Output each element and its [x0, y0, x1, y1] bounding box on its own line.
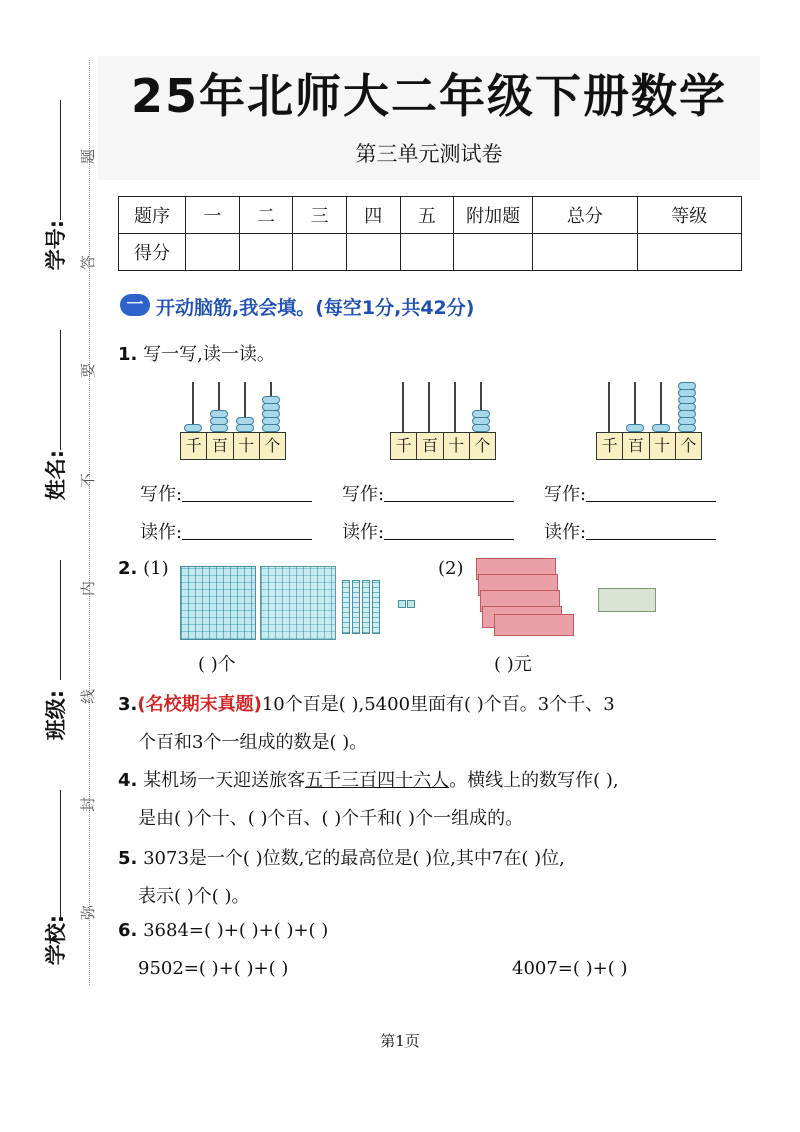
part-label: (2)	[438, 558, 464, 579]
underlined-number-words: 五千三百四十六人	[305, 770, 450, 791]
seal-char: 内	[79, 580, 98, 597]
abacus-bead	[678, 396, 696, 404]
answer-text[interactable]: ( )元	[494, 654, 532, 675]
abacus-bead	[236, 417, 254, 425]
abacus-bead	[262, 396, 280, 404]
place-label: 百	[417, 433, 443, 459]
question-text: 3684=( )+( )+( )+( )	[143, 920, 329, 941]
read-label: 读作:	[342, 522, 385, 543]
write-row	[544, 480, 716, 506]
question-text: 3073是一个( )位数,它的最高位是( )位,其中7在( )位,	[143, 848, 565, 869]
write-label: 写作:	[342, 484, 385, 505]
name-label: 姓名:	[44, 449, 69, 501]
place-label: 个	[264, 436, 281, 455]
school-label: 学校:	[44, 914, 69, 966]
section-badge: 一	[120, 294, 150, 316]
abacus-bead	[262, 417, 280, 425]
table-cell: 得分	[119, 234, 186, 271]
score-input-cell[interactable]	[293, 234, 347, 271]
score-table-header-row	[119, 197, 742, 234]
section-title: 开动脑筋,我会填。(每空1分,共42分)	[156, 297, 475, 319]
score-input-cell[interactable]	[346, 234, 400, 271]
abacus-bead	[678, 403, 696, 411]
score-input-cell[interactable]	[186, 234, 240, 271]
question-number: 5.	[118, 848, 138, 869]
page-number: 第1页	[380, 1032, 420, 1050]
abacus-place-labels	[180, 432, 286, 460]
ten-stick	[342, 580, 350, 634]
abacus-bead	[678, 382, 696, 390]
question-text: 某机场一天迎送旅客	[143, 770, 306, 791]
abacus-bead	[652, 424, 670, 432]
score-input-cell[interactable]	[533, 234, 637, 271]
question-text: 表示( )个( )。	[138, 886, 250, 907]
answer-blank[interactable]	[586, 523, 716, 540]
name-line	[60, 330, 61, 450]
abacus-bead	[472, 410, 490, 418]
question-text: 10个百是( ),5400里面有( )个百。3个千、3	[261, 694, 615, 715]
place-label: 千	[391, 433, 417, 459]
abacus-bead	[210, 410, 228, 418]
write-label: 写作:	[140, 484, 183, 505]
seal-char: 不	[79, 472, 98, 489]
write-row	[342, 480, 514, 506]
answer-line	[494, 650, 532, 676]
page-subtitle: 第三单元测试卷	[355, 142, 503, 166]
school-line	[60, 790, 61, 920]
abacus-bead	[472, 417, 490, 425]
place-label: 个	[680, 436, 697, 455]
seal-char: 答	[79, 254, 98, 271]
abacus-place-labels	[390, 432, 496, 460]
write-label: 写作:	[544, 484, 587, 505]
exam-tag: (名校期末真题)	[137, 694, 262, 715]
hundred-yuan-note	[494, 614, 574, 636]
abacus-bead	[236, 424, 254, 432]
question-text: 个百和3个一组成的数是( )。	[138, 732, 368, 753]
hundred-flats	[260, 566, 336, 640]
student-id-label: 学号:	[44, 219, 69, 271]
abacus-bead	[678, 389, 696, 397]
table-cell: 二	[239, 197, 293, 234]
class-label: 班级:	[44, 689, 69, 741]
question-number: 4.	[118, 770, 138, 791]
place-label: 十	[650, 433, 676, 459]
abacus-bead	[678, 417, 696, 425]
abacus-place-labels	[596, 432, 702, 460]
question-text: 是由( )个十、( )个百、( )个千和( )个一组成的。	[138, 808, 524, 829]
seal-char: 线	[79, 688, 98, 705]
answer-blank[interactable]	[182, 485, 312, 502]
place-label: 十	[444, 433, 470, 459]
abacus	[596, 378, 702, 460]
answer-text[interactable]: ( )个	[198, 654, 236, 675]
abacus	[180, 378, 286, 460]
unit-cube	[407, 600, 415, 608]
thousand-cube	[180, 566, 256, 640]
question-text: 写一写,读一读。	[143, 344, 275, 365]
answer-blank[interactable]	[586, 485, 716, 502]
abacus-bead	[262, 424, 280, 432]
question-3	[118, 690, 615, 716]
question-number: 3.	[118, 694, 138, 715]
abacus-rod	[428, 382, 430, 432]
table-cell: 三	[293, 197, 347, 234]
question-6	[118, 920, 328, 941]
abacus-bead	[262, 403, 280, 411]
question-5	[118, 844, 565, 870]
question-text: 。横线上的数写作( ),	[449, 770, 619, 791]
one-yuan-note	[598, 588, 656, 612]
abacus-bead	[678, 424, 696, 432]
abacus-bead	[184, 424, 202, 432]
binding-dotted-line	[89, 60, 90, 985]
ten-stick	[352, 580, 360, 634]
score-input-cell[interactable]	[400, 234, 454, 271]
write-row	[140, 480, 312, 506]
place-label: 千	[181, 433, 207, 459]
answer-blank[interactable]	[384, 485, 514, 502]
abacus-rod	[608, 382, 610, 432]
score-input-cell[interactable]	[454, 234, 533, 271]
score-input-cell[interactable]	[239, 234, 293, 271]
question-number: 2.	[118, 558, 138, 579]
abacus-rod	[454, 382, 456, 432]
place-label: 个	[474, 436, 491, 455]
place-label: 千	[597, 433, 623, 459]
table-cell: 题序	[119, 197, 186, 234]
table-cell: 五	[400, 197, 454, 234]
score-table-score-row	[119, 234, 742, 271]
place-label: 百	[623, 433, 649, 459]
place-label: 百	[207, 433, 233, 459]
abacus-bead	[626, 424, 644, 432]
abacus	[390, 378, 496, 460]
table-cell: 等级	[637, 197, 741, 234]
answer-blank[interactable]	[182, 523, 312, 540]
abacus-bead	[678, 410, 696, 418]
abacus-bead	[472, 424, 490, 432]
question-number: 1.	[118, 344, 138, 365]
question-2	[118, 558, 169, 579]
question-number: 6.	[118, 920, 138, 941]
read-row	[342, 518, 514, 544]
table-cell: 总分	[533, 197, 637, 234]
answer-blank[interactable]	[384, 523, 514, 540]
abacus-bead	[262, 410, 280, 418]
read-label: 读作:	[544, 522, 587, 543]
score-input-cell[interactable]	[637, 234, 741, 271]
seal-char: 题	[79, 148, 98, 165]
table-cell: 一	[186, 197, 240, 234]
score-table	[118, 196, 742, 271]
table-cell: 附加题	[454, 197, 533, 234]
table-cell: 四	[346, 197, 400, 234]
question-text: 4007=( )+( )	[512, 958, 628, 979]
abacus-bead	[210, 417, 228, 425]
student-id-line	[60, 100, 61, 220]
question-1	[118, 340, 275, 366]
ten-stick	[372, 580, 380, 634]
read-row	[544, 518, 716, 544]
page-title: 25年北师大二年级下册数学	[130, 69, 727, 123]
seal-char: 要	[79, 362, 98, 379]
ten-stick	[362, 580, 370, 634]
answer-line	[198, 650, 236, 676]
abacus-rod	[402, 382, 404, 432]
part-label: (1)	[143, 558, 169, 579]
seal-char: 封	[79, 796, 98, 813]
question-text: 9502=( )+( )+( )	[138, 958, 289, 979]
seal-char: 弥	[79, 904, 98, 921]
place-label: 十	[234, 433, 260, 459]
read-row	[140, 518, 312, 544]
read-label: 读作:	[140, 522, 183, 543]
class-line	[60, 560, 61, 680]
abacus-bead	[210, 424, 228, 432]
unit-cube	[398, 600, 406, 608]
question-4	[118, 766, 619, 792]
